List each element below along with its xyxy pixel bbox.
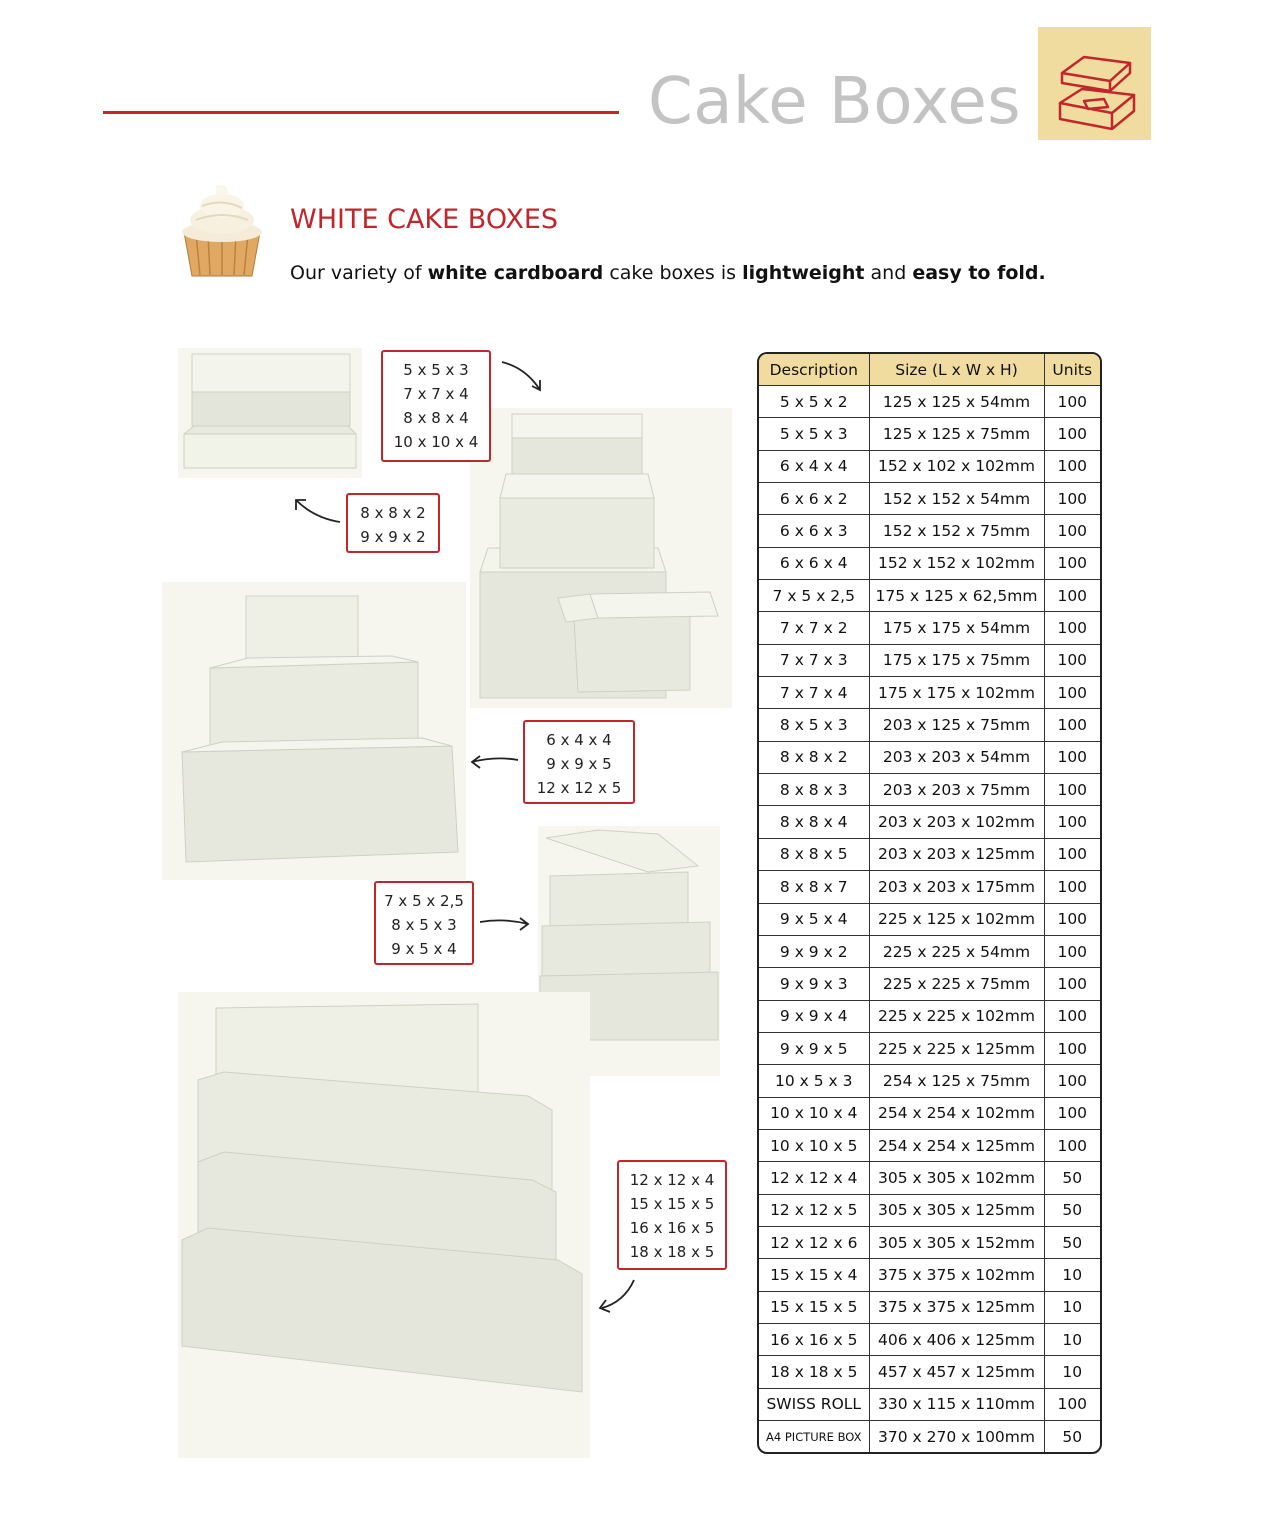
units-cell: 50 [1044, 1226, 1100, 1258]
size-label-group1: 5 x 5 x 3 7 x 7 x 4 8 x 8 x 4 10 x 10 x 4 [381, 350, 491, 462]
cake-box-icon [1038, 27, 1151, 140]
units-cell: 10 [1044, 1291, 1100, 1323]
table-row [759, 774, 1100, 806]
description-cell: 6 x 6 x 3 [759, 515, 869, 547]
description-cell: 6 x 6 x 2 [759, 483, 869, 515]
size-label-group3: 6 x 4 x 4 9 x 9 x 5 12 x 12 x 5 [523, 720, 635, 804]
size-cell: 370 x 270 x 100mm [869, 1421, 1044, 1453]
description-cell: 10 x 10 x 5 [759, 1129, 869, 1161]
description-cell: 8 x 8 x 3 [759, 774, 869, 806]
table-row [759, 580, 1100, 612]
units-cell: 100 [1044, 774, 1100, 806]
arrow-to-flat-boxes [288, 492, 344, 528]
size-cell: 225 x 225 x 75mm [869, 968, 1044, 1000]
units-cell: 100 [1044, 580, 1100, 612]
description-cell: 15 x 15 x 5 [759, 1291, 869, 1323]
units-cell: 100 [1044, 1388, 1100, 1420]
header-description: Description [759, 354, 869, 386]
photo-stacked-boxes [470, 408, 732, 708]
units-cell: 100 [1044, 515, 1100, 547]
size-cell: 203 x 203 x 125mm [869, 838, 1044, 870]
units-cell: 100 [1044, 968, 1100, 1000]
units-cell: 10 [1044, 1323, 1100, 1355]
units-cell: 50 [1044, 1194, 1100, 1226]
units-cell: 100 [1044, 547, 1100, 579]
units-cell: 100 [1044, 741, 1100, 773]
description-cell: 12 x 12 x 6 [759, 1226, 869, 1258]
table-row [759, 806, 1100, 838]
description-cell: 9 x 5 x 4 [759, 903, 869, 935]
size-cell: 254 x 125 x 75mm [869, 1065, 1044, 1097]
header-units: Units [1044, 354, 1100, 386]
header-size: Size (L x W x H) [869, 354, 1044, 386]
table-row [759, 1194, 1100, 1226]
arrow-to-stacked-boxes [498, 356, 548, 396]
table-row [759, 1129, 1100, 1161]
table-row [759, 1356, 1100, 1388]
description-cell: 9 x 9 x 5 [759, 1032, 869, 1064]
description-cell: 5 x 5 x 3 [759, 418, 869, 450]
table-row [759, 450, 1100, 482]
size-cell: 254 x 254 x 125mm [869, 1129, 1044, 1161]
units-cell: 100 [1044, 903, 1100, 935]
units-cell: 100 [1044, 1097, 1100, 1129]
table-row [759, 709, 1100, 741]
page-title: Cake Boxes [648, 65, 1022, 139]
units-cell: 100 [1044, 1129, 1100, 1161]
size-cell: 152 x 102 x 102mm [869, 450, 1044, 482]
table-header-row [759, 354, 1100, 386]
description-cell: 9 x 9 x 4 [759, 1000, 869, 1032]
table-row [759, 935, 1100, 967]
description-cell: 12 x 12 x 4 [759, 1162, 869, 1194]
size-label-group2: 8 x 8 x 2 9 x 9 x 2 [346, 493, 440, 553]
photo-large-stack [178, 992, 590, 1458]
size-table [757, 352, 1102, 1454]
photo-flat-boxes [178, 348, 362, 478]
table-row [759, 1032, 1100, 1064]
units-cell: 100 [1044, 935, 1100, 967]
size-cell: 152 x 152 x 54mm [869, 483, 1044, 515]
size-cell: 203 x 125 x 75mm [869, 709, 1044, 741]
description-cell: 10 x 10 x 4 [759, 1097, 869, 1129]
size-cell: 406 x 406 x 125mm [869, 1323, 1044, 1355]
units-cell: 100 [1044, 677, 1100, 709]
units-cell: 100 [1044, 1000, 1100, 1032]
description-cell: 10 x 5 x 3 [759, 1065, 869, 1097]
units-cell: 50 [1062, 1427, 1083, 1446]
size-cell: 175 x 175 x 54mm [869, 612, 1044, 644]
size-label-group4: 7 x 5 x 2,5 8 x 5 x 3 9 x 5 x 4 [374, 881, 474, 965]
description-cell: 15 x 15 x 4 [759, 1259, 869, 1291]
units-cell: 100 [1044, 1032, 1100, 1064]
cupcake-icon [176, 180, 268, 280]
size-cell: 225 x 225 x 102mm [869, 1000, 1044, 1032]
description-cell: 5 x 5 x 2 [759, 386, 869, 418]
table-row [759, 1291, 1100, 1323]
description-cell: A4 PICTURE BOX [759, 1421, 869, 1453]
table-row [759, 968, 1100, 1000]
description-cell: 7 x 7 x 4 [759, 677, 869, 709]
description-cell: 7 x 5 x 2,5 [759, 580, 869, 612]
description-cell: 8 x 5 x 3 [759, 709, 869, 741]
size-cell: 175 x 125 x 62,5mm [869, 580, 1044, 612]
size-cell: 457 x 457 x 125mm [869, 1356, 1044, 1388]
description-cell: 12 x 12 x 5 [759, 1194, 869, 1226]
table-row [759, 483, 1100, 515]
units-cell: 100 [1044, 386, 1100, 418]
description-cell: 7 x 7 x 3 [759, 644, 869, 676]
size-label-group5: 12 x 12 x 4 15 x 15 x 5 16 x 16 x 5 18 x 18 x 5 [617, 1160, 727, 1270]
size-cell: 203 x 203 x 75mm [869, 774, 1044, 806]
description-cell: 18 x 18 x 5 [759, 1356, 869, 1388]
units-cell: 10 [1044, 1356, 1100, 1388]
description-cell: SWISS ROLL [759, 1388, 869, 1420]
description-cell: 8 x 8 x 7 [759, 871, 869, 903]
size-cell: 175 x 175 x 102mm [869, 677, 1044, 709]
size-cell: 152 x 152 x 75mm [869, 515, 1044, 547]
units-cell: 100 [1044, 871, 1100, 903]
description-cell: 8 x 8 x 4 [759, 806, 869, 838]
table-row [759, 515, 1100, 547]
units-cell: 10 [1044, 1259, 1100, 1291]
arrow-to-open-boxes [476, 912, 534, 936]
size-cell: 375 x 375 x 125mm [869, 1291, 1044, 1323]
table-row [759, 644, 1100, 676]
description-cell: 6 x 6 x 4 [759, 547, 869, 579]
units-cell: 50 [1044, 1162, 1100, 1194]
table-row [759, 1226, 1100, 1258]
size-cell: 203 x 203 x 175mm [869, 871, 1044, 903]
table-row [759, 418, 1100, 450]
size-cell: 225 x 225 x 125mm [869, 1032, 1044, 1064]
units-cell: 100 [1044, 838, 1100, 870]
size-cell: 254 x 254 x 102mm [869, 1097, 1044, 1129]
table-row [759, 1065, 1100, 1097]
table-row [759, 871, 1100, 903]
description-cell: 9 x 9 x 3 [759, 968, 869, 1000]
units-cell: 100 [1044, 644, 1100, 676]
units-cell: 100 [1044, 418, 1100, 450]
table-row [759, 1388, 1100, 1420]
units-cell: 100 [1044, 483, 1100, 515]
size-cell: 305 x 305 x 152mm [869, 1226, 1044, 1258]
size-cell: 175 x 175 x 75mm [869, 644, 1044, 676]
table-row [759, 1259, 1100, 1291]
size-cell: 305 x 305 x 102mm [869, 1162, 1044, 1194]
table-row [759, 838, 1100, 870]
units-cell: 100 [1044, 450, 1100, 482]
table-row [759, 1323, 1100, 1355]
table-row [759, 677, 1100, 709]
size-cell: 330 x 115 x 110mm [869, 1388, 1044, 1420]
description-cell: 8 x 8 x 2 [759, 741, 869, 773]
units-cell: 100 [1044, 1065, 1100, 1097]
description-cell: 9 x 9 x 2 [759, 935, 869, 967]
size-cell: 125 x 125 x 75mm [869, 418, 1044, 450]
photo-three-tier-boxes [162, 582, 466, 880]
size-cell: 203 x 203 x 54mm [869, 741, 1044, 773]
table-row [759, 547, 1100, 579]
table-row [759, 1421, 1100, 1453]
size-cell: 375 x 375 x 102mm [869, 1259, 1044, 1291]
arrow-to-large-stack [594, 1274, 640, 1314]
description-cell: 16 x 16 x 5 [759, 1323, 869, 1355]
section-title: WHITE CAKE BOXES [290, 204, 559, 235]
description-cell: 6 x 4 x 4 [759, 450, 869, 482]
units-cell: 100 [1044, 612, 1100, 644]
size-cell: 125 x 125 x 54mm [869, 386, 1044, 418]
arrow-to-three-tier [466, 748, 522, 772]
header-rule [103, 111, 619, 114]
description-cell: 8 x 8 x 5 [759, 838, 869, 870]
units-cell: 100 [1044, 709, 1100, 741]
size-cell: 152 x 152 x 102mm [869, 547, 1044, 579]
size-cell: 203 x 203 x 102mm [869, 806, 1044, 838]
table-row [759, 386, 1100, 418]
size-cell: 225 x 225 x 54mm [869, 935, 1044, 967]
table-row [759, 741, 1100, 773]
table-row [759, 1000, 1100, 1032]
table-row [759, 1097, 1100, 1129]
table-row [759, 1162, 1100, 1194]
description-cell: 7 x 7 x 2 [759, 612, 869, 644]
section-subtitle: Our variety of white cardboard cake boxes is lightweight and easy to fold. [290, 262, 1046, 284]
size-cell: 225 x 125 x 102mm [869, 903, 1044, 935]
table-row [759, 612, 1100, 644]
size-cell: 305 x 305 x 125mm [869, 1194, 1044, 1226]
units-cell: 100 [1044, 806, 1100, 838]
table-row [759, 903, 1100, 935]
